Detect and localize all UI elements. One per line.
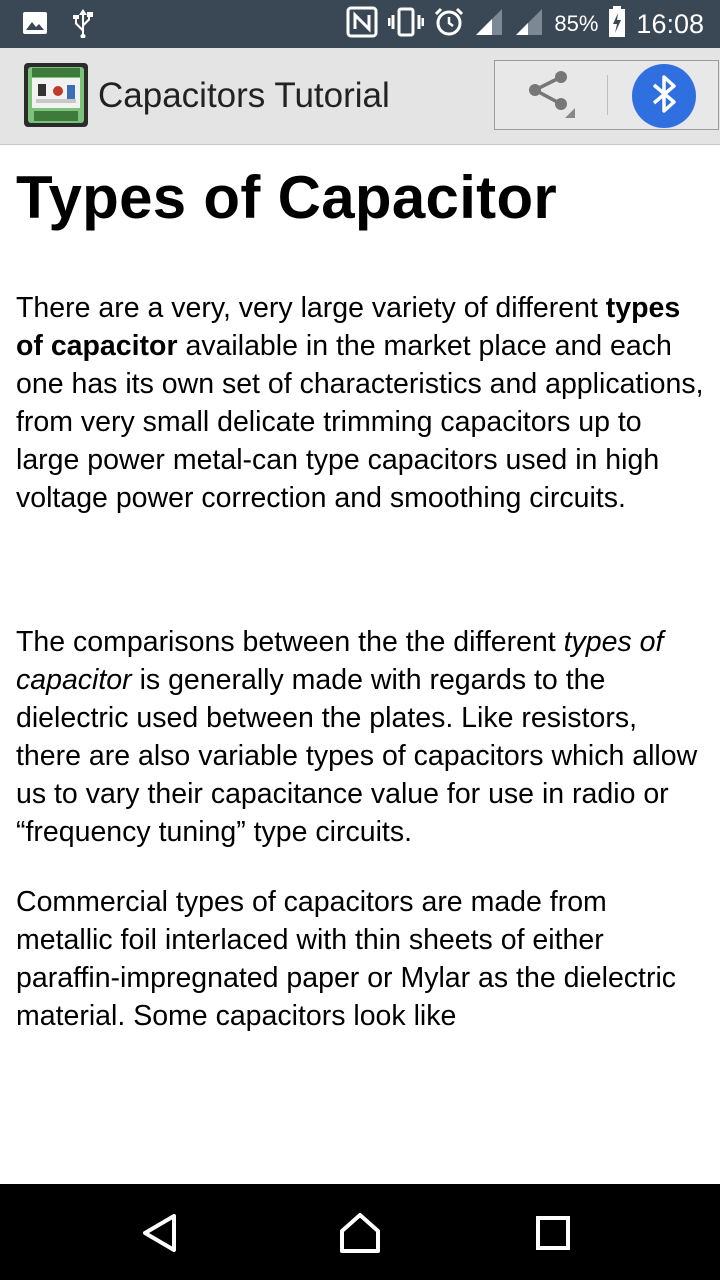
back-button[interactable]: [135, 1210, 185, 1260]
app-logo: [24, 63, 88, 127]
navigation-bar: [0, 1184, 720, 1280]
recents-icon: [535, 1215, 571, 1256]
article-paragraph-1: There are a very, very large variety of different types of capacitor available in the market place and each one has its own set of characteristics and applications, from very small delicate trimming capacitors up to large power metal-can type capacitors used in high voltage power correction and smoothing circuits.: [16, 292, 704, 514]
share-button[interactable]: [495, 61, 605, 129]
signal-icon: [514, 7, 544, 42]
battery-percent: 85%: [554, 11, 599, 36]
share-icon: [525, 68, 575, 123]
battery-charging-icon: [608, 6, 626, 43]
app-bar: [0, 48, 720, 145]
clock: 16:08: [636, 8, 704, 39]
bluetooth-button[interactable]: [632, 64, 696, 128]
bluetooth-icon: [649, 74, 679, 119]
action-divider: [607, 75, 608, 115]
usb-icon: [72, 8, 94, 43]
article-paragraph-3: Commercial types of capacitors are made from metallic foil interlaced with thin sheets of either paraffin-impregnated paper or Mylar as the dielectric material. Some capacitors look like: [16, 886, 677, 1032]
signal-icon: [474, 7, 504, 42]
app-title: Capacitors Tutorial: [98, 76, 390, 115]
status-bar: [0, 0, 720, 48]
image-icon: [22, 11, 48, 40]
alarm-icon: [434, 7, 464, 42]
recents-button[interactable]: [528, 1210, 578, 1260]
back-icon: [140, 1213, 180, 1258]
article-paragraph-2: The comparisons between the the different types of capacitor is generally made with regards to the dielectric used between the plates. Like resistors, there are also variable types of capacitors which allow us to vary their capacitance value for use in radio or “frequency tuning” type circuits.: [16, 626, 698, 848]
article-heading: Types of Capacitor: [16, 164, 558, 231]
article-content[interactable]: [0, 145, 720, 1085]
italic-term: types of capacitor: [16, 626, 664, 696]
home-icon: [338, 1212, 382, 1259]
home-button[interactable]: [335, 1210, 385, 1260]
nfc-icon: [346, 6, 378, 43]
action-buttons: [494, 60, 719, 130]
vibrate-icon: [388, 7, 424, 42]
bold-term: types of capacitor: [16, 292, 681, 362]
